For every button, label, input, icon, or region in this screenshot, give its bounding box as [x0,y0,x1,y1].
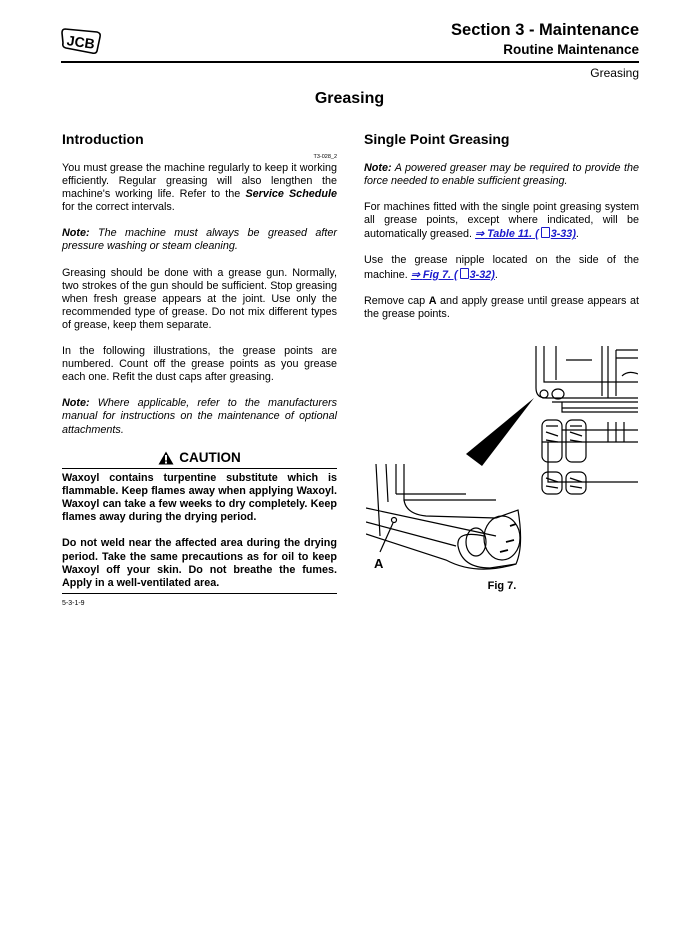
caution-paragraph-welding: Do not weld near the affected area during the drying period. Take the same precautions as for oil to keep Waxoyl off your skin. Do not breathe the fumes. Apply in a well-ventilated area. [62,537,337,589]
header-divider [61,61,639,63]
section-title: Section 3 - Maintenance [451,21,639,39]
page-title: Greasing [314,90,385,107]
callout-a-label: A [374,556,384,571]
document-code: 5-3-1-9 [62,600,85,608]
remove-cap-paragraph: Remove cap A and apply grease until grease appears at the grease points. [364,294,639,320]
service-schedule-ref: Service Schedule [245,188,337,201]
table-11-link[interactable]: ⇒ Table 11. ( 3-33) [475,228,576,241]
illustrations-paragraph: In the following illustrations, the grease points are numbered. Count off the grease points as you grease each one. Refit the dust caps after greasing. [62,345,337,384]
page-icon [460,268,469,279]
note-pressure-washing: Note: The machine must always be greased after pressure washing or steam cleaning. [62,227,337,253]
note-powered-greaser: Note: A powered greaser may be required to provide the force needed to enable sufficient greasing. [364,162,639,188]
caution-paragraph-flammable: Waxoyl contains turpentine substitute which is flammable. Keep flames away when applying Waxoyl. Waxoyl can take a few weeks to dry completely. Keep flames away during the drying period. [62,472,337,524]
jcb-logo [60,26,104,56]
fig-7-link[interactable]: ⇒ Fig 7. ( 3-32) [410,268,495,281]
page-icon [541,227,550,238]
introduction-heading: Introduction [62,131,144,147]
grease-nipple-paragraph: Use the grease nipple located on the side of the machine. ⇒ Fig 7. ( 3-32). [364,254,639,281]
subsection-title: Routine Maintenance [503,42,639,57]
reference-code: T3-028_2 [313,154,337,160]
introduction-column [62,131,337,610]
single-point-greasing-column [364,131,639,321]
caution-top-rule [62,468,337,470]
caution-body [62,472,337,590]
logo-text: JCB [65,32,96,52]
topic-label: Greasing [590,66,639,80]
warning-triangle-icon [158,451,174,465]
arrow-right-icon: ⇒ [410,268,420,281]
note-attachments: Note: Where applicable, refer to the manufacturers manual for instructions on the maintenance of optional attachments. [62,397,337,436]
caution-bottom-rule [62,593,337,595]
single-point-paragraph: For machines fitted with the single point greasing system all grease points, except where indicated, will be automatically greased. ⇒ Table 11. ( 3-33). [364,201,639,241]
figure-caption: Fig 7. [487,580,517,592]
caution-heading: CAUTION [62,450,337,466]
arrow-right-icon: ⇒ [475,228,485,241]
single-point-greasing-heading: Single Point Greasing [364,131,510,147]
grease-gun-paragraph: Greasing should be done with a grease gun. Normally, two strokes of the gun should be sufficient. Stop greasing when fresh grease appears at the joint. Use only the recommended type of grease. Do not mix different types of grease, keep them separate. [62,266,337,331]
intro-paragraph: You must grease the machine regularly to keep it working efficiently. Regular greasing will also lengthen the machine's working life. Refer to the Service Schedule for the correct intervals. [62,162,337,214]
cap-label: A [428,294,437,307]
fig-7-illustration [366,346,638,578]
